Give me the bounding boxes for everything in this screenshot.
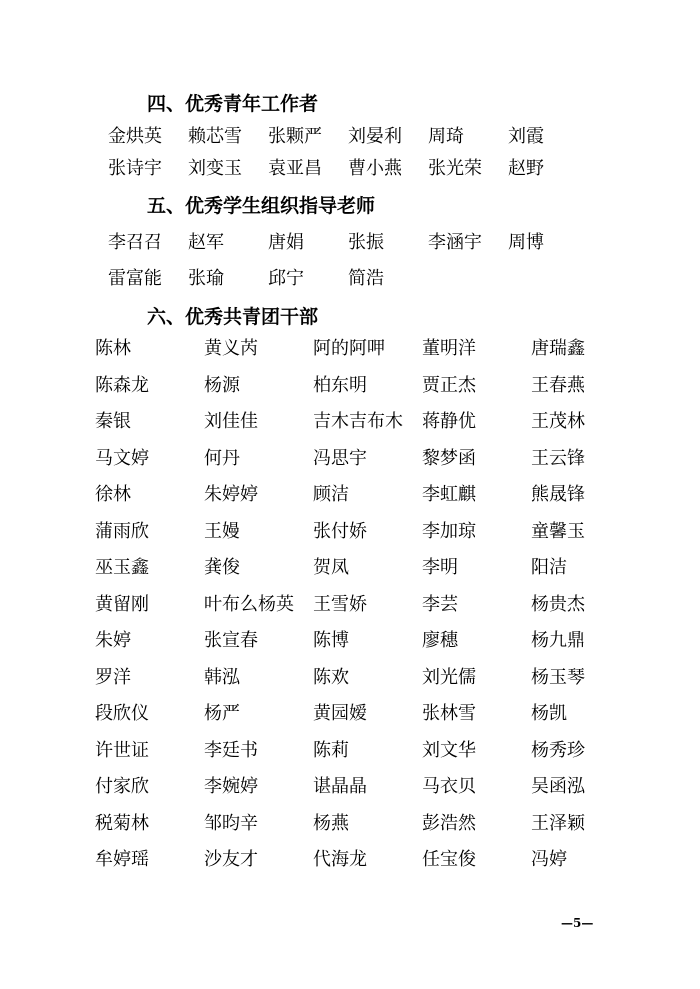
person-name: 李虹麒 [422, 484, 476, 505]
person-name: 张付娇 [313, 521, 367, 542]
person-name: 黄园嫒 [313, 703, 367, 724]
person-name: 罗洋 [95, 667, 131, 688]
person-name: 张振 [348, 232, 384, 253]
person-name: 吉木吉布木 [313, 411, 403, 432]
person-name: 陈森龙 [95, 375, 149, 396]
person-name: 杨凯 [531, 703, 567, 724]
person-name: 李明 [422, 557, 458, 578]
person-name: 李召召 [108, 232, 162, 253]
person-name: 邱宁 [268, 268, 304, 289]
person-name: 冯婷 [531, 849, 567, 870]
person-name: 董明洋 [422, 338, 476, 359]
person-name: 马衣贝 [422, 776, 476, 797]
person-name: 王雪娇 [313, 594, 367, 615]
person-name: 王茂林 [531, 411, 585, 432]
person-name: 任宝俊 [422, 849, 476, 870]
heading-section-4: 四、优秀青年工作者 [147, 93, 319, 115]
person-name: 金烘英 [108, 126, 162, 147]
person-name: 马文婷 [95, 448, 149, 469]
person-name: 阿的阿呷 [313, 338, 385, 359]
person-name: 雷富能 [108, 268, 162, 289]
person-name: 吴函泓 [531, 776, 585, 797]
person-name: 韩泓 [204, 667, 240, 688]
person-name: 代海龙 [313, 849, 367, 870]
person-name: 杨玉琴 [531, 667, 585, 688]
person-name: 黄义芮 [204, 338, 258, 359]
person-name: 杨燕 [313, 813, 349, 834]
person-name: 李涵宇 [428, 232, 482, 253]
person-name: 赖芯雪 [188, 126, 242, 147]
person-name: 刘光儒 [422, 667, 476, 688]
person-name: 陈欢 [313, 667, 349, 688]
person-name: 彭浩然 [422, 813, 476, 834]
person-name: 张颗严 [268, 126, 322, 147]
heading-section-5: 五、优秀学生组织指导老师 [147, 195, 376, 217]
person-name: 陈莉 [313, 740, 349, 761]
person-name: 李加琼 [422, 521, 476, 542]
person-name: 蒲雨欣 [95, 521, 149, 542]
person-name: 杨严 [204, 703, 240, 724]
person-name: 贺凤 [313, 557, 349, 578]
person-name: 李婉婷 [204, 776, 258, 797]
person-name: 张林雪 [422, 703, 476, 724]
person-name: 龚俊 [204, 557, 240, 578]
person-name: 巫玉鑫 [95, 557, 149, 578]
person-name: 付家欣 [95, 776, 149, 797]
person-name: 杨秀珍 [531, 740, 585, 761]
person-name: 谌晶晶 [313, 776, 367, 797]
person-name: 刘变玉 [188, 158, 242, 179]
person-name: 杨九鼎 [531, 630, 585, 651]
person-name: 段欣仪 [95, 703, 149, 724]
person-name: 简浩 [348, 268, 384, 289]
page-number: —5— [561, 916, 594, 930]
person-name: 张光荣 [428, 158, 482, 179]
person-name: 唐瑞鑫 [531, 338, 585, 359]
person-name: 牟婷瑶 [95, 849, 149, 870]
person-name: 袁亚昌 [268, 158, 322, 179]
person-name: 税菊林 [95, 813, 149, 834]
person-name: 沙友才 [204, 849, 258, 870]
person-name: 朱婷 [95, 630, 131, 651]
person-name: 周琦 [428, 126, 464, 147]
person-name: 顾洁 [313, 484, 349, 505]
person-name: 赵军 [188, 232, 224, 253]
person-name: 黄留刚 [95, 594, 149, 615]
person-name: 张瑜 [188, 268, 224, 289]
person-name: 邹昀辛 [204, 813, 258, 834]
person-name: 王泽颖 [531, 813, 585, 834]
person-name: 柏东明 [313, 375, 367, 396]
heading-section-6: 六、优秀共青团干部 [147, 306, 319, 328]
person-name: 王嫚 [204, 521, 240, 542]
person-name: 李廷书 [204, 740, 258, 761]
person-name: 杨贵杰 [531, 594, 585, 615]
person-name: 许世证 [95, 740, 149, 761]
person-name: 张诗宇 [108, 158, 162, 179]
person-name: 廖穗 [422, 630, 458, 651]
person-name: 何丹 [204, 448, 240, 469]
person-name: 冯思宇 [313, 448, 367, 469]
person-name: 王春燕 [531, 375, 585, 396]
person-name: 贾正杰 [422, 375, 476, 396]
person-name: 叶布么杨英 [204, 594, 294, 615]
person-name: 刘文华 [422, 740, 476, 761]
person-name: 朱婷婷 [204, 484, 258, 505]
person-name: 刘晏利 [348, 126, 402, 147]
person-name: 徐林 [95, 484, 131, 505]
person-name: 阳洁 [531, 557, 567, 578]
person-name: 王云锋 [531, 448, 585, 469]
person-name: 刘霞 [508, 126, 544, 147]
person-name: 周博 [508, 232, 544, 253]
person-name: 黎梦函 [422, 448, 476, 469]
person-name: 杨源 [204, 375, 240, 396]
person-name: 陈林 [95, 338, 131, 359]
person-name: 唐娟 [268, 232, 304, 253]
person-name: 陈博 [313, 630, 349, 651]
person-name: 曹小燕 [348, 158, 402, 179]
person-name: 童馨玉 [531, 521, 585, 542]
person-name: 李芸 [422, 594, 458, 615]
person-name: 蒋静优 [422, 411, 476, 432]
person-name: 刘佳佳 [204, 411, 258, 432]
person-name: 张宣春 [204, 630, 258, 651]
person-name: 秦银 [95, 411, 131, 432]
person-name: 熊晟锋 [531, 484, 585, 505]
person-name: 赵野 [508, 158, 544, 179]
